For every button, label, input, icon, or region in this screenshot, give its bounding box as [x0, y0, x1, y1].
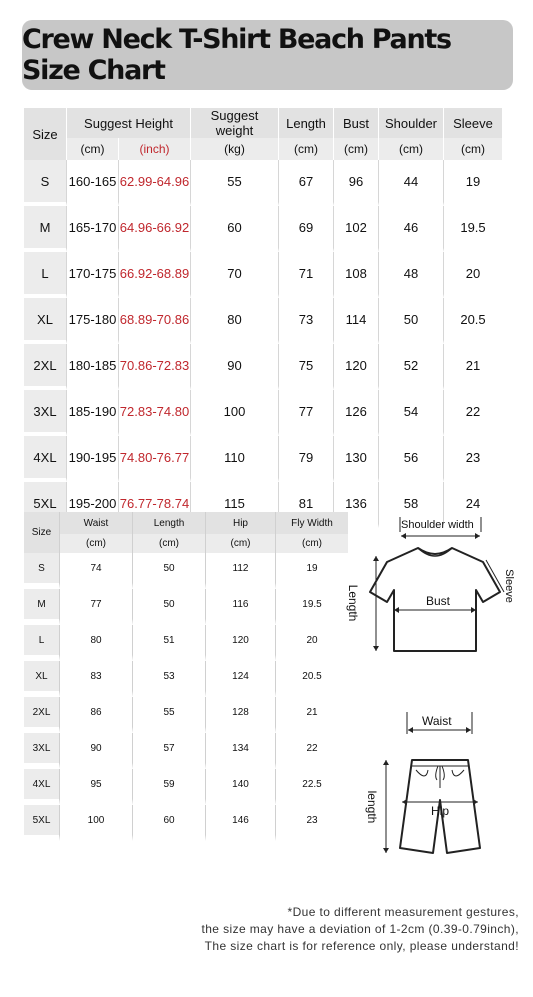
cell-sleeve: 23: [443, 436, 502, 482]
cell-weight: 60: [190, 206, 278, 252]
cell-waist: 74: [59, 553, 132, 589]
cell-weight: 90: [190, 344, 278, 390]
table-row: [24, 252, 502, 298]
pants-size-table: [24, 512, 348, 841]
cell-weight: 115: [190, 482, 278, 528]
cell-shoulder: 50: [378, 298, 443, 344]
cell-hip: 116: [205, 589, 275, 625]
cell-height-cm: 160-165: [66, 160, 118, 206]
unit-cm: (cm): [66, 138, 118, 160]
cell-weight: 55: [190, 160, 278, 206]
size-cell: M: [24, 206, 66, 252]
cell-length: 77: [278, 390, 333, 436]
note-line-2: the size may have a deviation of 1-2cm (0.39-0.79inch),: [201, 922, 519, 936]
cell-fly: 21: [275, 697, 348, 733]
cell-length: 51: [132, 625, 205, 661]
size-cell: 2XL: [24, 344, 66, 390]
unit-cm: (cm): [205, 534, 275, 553]
table-row: [24, 697, 348, 733]
cell-sleeve: 22: [443, 390, 502, 436]
cell-length: 53: [132, 661, 205, 697]
cell-sleeve: 21: [443, 344, 502, 390]
unit-cm: (cm): [278, 138, 333, 160]
table-row: [24, 625, 348, 661]
size-cell: L: [24, 625, 59, 661]
header-suggest-height: Suggest Height: [66, 108, 190, 138]
cell-length: 55: [132, 697, 205, 733]
cell-shoulder: 48: [378, 252, 443, 298]
size-cell: M: [24, 589, 59, 625]
header-length: Length: [132, 512, 205, 534]
cell-shoulder: 58: [378, 482, 443, 528]
cell-hip: 124: [205, 661, 275, 697]
cell-length: 60: [132, 805, 205, 841]
table-row: [24, 390, 502, 436]
pants-illustration: [360, 710, 520, 870]
table-row: [24, 344, 502, 390]
table-row: [24, 206, 502, 252]
unit-cm: (cm): [333, 138, 378, 160]
table-row: [24, 589, 348, 625]
size-header: Size: [24, 512, 59, 553]
cell-height-cm: 190-195: [66, 436, 118, 482]
table-row: [24, 661, 348, 697]
unit-cm: (cm): [443, 138, 502, 160]
cell-fly: 19.5: [275, 589, 348, 625]
cell-hip: 140: [205, 769, 275, 805]
cell-height-in: 76.77-78.74: [118, 482, 190, 528]
cell-waist: 90: [59, 733, 132, 769]
header-waist: Waist: [59, 512, 132, 534]
cell-waist: 83: [59, 661, 132, 697]
cell-bust: 120: [333, 344, 378, 390]
cell-bust: 126: [333, 390, 378, 436]
size-note: [159, 904, 519, 955]
cell-bust: 96: [333, 160, 378, 206]
cell-sleeve: 20.5: [443, 298, 502, 344]
size-cell: 3XL: [24, 390, 66, 436]
size-cell: 5XL: [24, 482, 66, 528]
cell-fly: 22: [275, 733, 348, 769]
cell-bust: 130: [333, 436, 378, 482]
cell-weight: 110: [190, 436, 278, 482]
bust-label: Bust: [426, 594, 451, 608]
cell-hip: 128: [205, 697, 275, 733]
header-hip: Hip: [205, 512, 275, 534]
cell-bust: 136: [333, 482, 378, 528]
cell-length: 73: [278, 298, 333, 344]
cell-length: 67: [278, 160, 333, 206]
cell-hip: 120: [205, 625, 275, 661]
header-sleeve: Sleeve: [443, 108, 502, 138]
unit-cm: (cm): [378, 138, 443, 160]
sleeve-label: Sleeve: [503, 569, 515, 603]
cell-height-cm: 180-185: [66, 344, 118, 390]
cell-shoulder: 44: [378, 160, 443, 206]
cell-length: 57: [132, 733, 205, 769]
cell-weight: 80: [190, 298, 278, 344]
cell-fly: 20: [275, 625, 348, 661]
cell-height-in: 72.83-74.80: [118, 390, 190, 436]
cell-height-cm: 175-180: [66, 298, 118, 344]
length-label: Length: [346, 584, 360, 622]
cell-waist: 80: [59, 625, 132, 661]
shoulder-width-label: Shoulder width: [401, 519, 474, 531]
pants-length-label: length: [365, 790, 379, 824]
cell-shoulder: 52: [378, 344, 443, 390]
cell-height-cm: 185-190: [66, 390, 118, 436]
cell-height-in: 70.86-72.83: [118, 344, 190, 390]
hip-label: Hip: [431, 804, 450, 818]
cell-height-in: 68.89-70.86: [118, 298, 190, 344]
cell-length: 50: [132, 553, 205, 589]
cell-sleeve: 19.5: [443, 206, 502, 252]
cell-height-cm: 195-200: [66, 482, 118, 528]
cell-length: 59: [132, 769, 205, 805]
cell-height-in: 64.96-66.92: [118, 206, 190, 252]
size-cell: 2XL: [24, 697, 59, 733]
cell-hip: 112: [205, 553, 275, 589]
cell-shoulder: 46: [378, 206, 443, 252]
table-row: [24, 436, 502, 482]
shirt-header-row: [24, 108, 502, 138]
cell-waist: 77: [59, 589, 132, 625]
pants-diagram: [360, 710, 520, 870]
table-row: [24, 769, 348, 805]
cell-length: 79: [278, 436, 333, 482]
cell-length: 75: [278, 344, 333, 390]
cell-height-in: 66.92-68.89: [118, 252, 190, 298]
cell-weight: 100: [190, 390, 278, 436]
cell-shoulder: 54: [378, 390, 443, 436]
pants-units-row: [24, 534, 348, 553]
header-length: Length: [278, 108, 333, 138]
cell-bust: 108: [333, 252, 378, 298]
cell-bust: 114: [333, 298, 378, 344]
size-cell: XL: [24, 298, 66, 344]
size-header: Size: [24, 108, 66, 160]
header-bust: Bust: [333, 108, 378, 138]
table-row: [24, 805, 348, 841]
cell-hip: 146: [205, 805, 275, 841]
table-row: [24, 298, 502, 344]
page-title: Crew Neck T-Shirt Beach Pants Size Chart: [22, 24, 451, 86]
unit-cm: (cm): [59, 534, 132, 553]
cell-height-cm: 165-170: [66, 206, 118, 252]
size-cell: L: [24, 252, 66, 298]
cell-waist: 100: [59, 805, 132, 841]
waist-label: Waist: [422, 714, 452, 728]
cell-waist: 95: [59, 769, 132, 805]
unit-kg: (kg): [190, 138, 278, 160]
cell-length: 50: [132, 589, 205, 625]
cell-length: 69: [278, 206, 333, 252]
cell-waist: 86: [59, 697, 132, 733]
cell-bust: 102: [333, 206, 378, 252]
cell-length: 71: [278, 252, 333, 298]
unit-cm: (cm): [132, 534, 205, 553]
cell-sleeve: 20: [443, 252, 502, 298]
cell-height-in: 62.99-64.96: [118, 160, 190, 206]
cell-fly: 20.5: [275, 661, 348, 697]
cell-length: 81: [278, 482, 333, 528]
header-fly-width: Fly Width: [275, 512, 348, 534]
shirt-units-row: [24, 138, 502, 160]
cell-fly: 19: [275, 553, 348, 589]
pants-header-row: [24, 512, 348, 534]
table-row: [24, 160, 502, 206]
note-line-3: The size chart is for reference only, please understand!: [204, 939, 519, 953]
header-suggest-weight: Suggest weight: [190, 108, 278, 138]
cell-fly: 22.5: [275, 769, 348, 805]
size-cell: S: [24, 553, 59, 589]
table-row: [24, 733, 348, 769]
cell-shoulder: 56: [378, 436, 443, 482]
size-cell: XL: [24, 661, 59, 697]
cell-sleeve: 24: [443, 482, 502, 528]
shirt-size-table: [24, 108, 502, 528]
table-row: [24, 553, 348, 589]
size-cell: 5XL: [24, 805, 59, 841]
note-line-1: *Due to different measurement gestures,: [287, 905, 519, 919]
unit-cm: (cm): [275, 534, 348, 553]
cell-height-in: 74.80-76.77: [118, 436, 190, 482]
size-cell: 4XL: [24, 769, 59, 805]
cell-weight: 70: [190, 252, 278, 298]
cell-height-cm: 170-175: [66, 252, 118, 298]
header-shoulder: Shoulder: [378, 108, 443, 138]
size-cell: 4XL: [24, 436, 66, 482]
tshirt-illustration: [355, 508, 520, 668]
unit-inch: (inch): [118, 138, 190, 160]
cell-hip: 134: [205, 733, 275, 769]
cell-sleeve: 19: [443, 160, 502, 206]
title-banner: [22, 20, 513, 90]
tshirt-diagram: [346, 508, 520, 668]
size-cell: S: [24, 160, 66, 206]
cell-fly: 23: [275, 805, 348, 841]
size-cell: 3XL: [24, 733, 59, 769]
